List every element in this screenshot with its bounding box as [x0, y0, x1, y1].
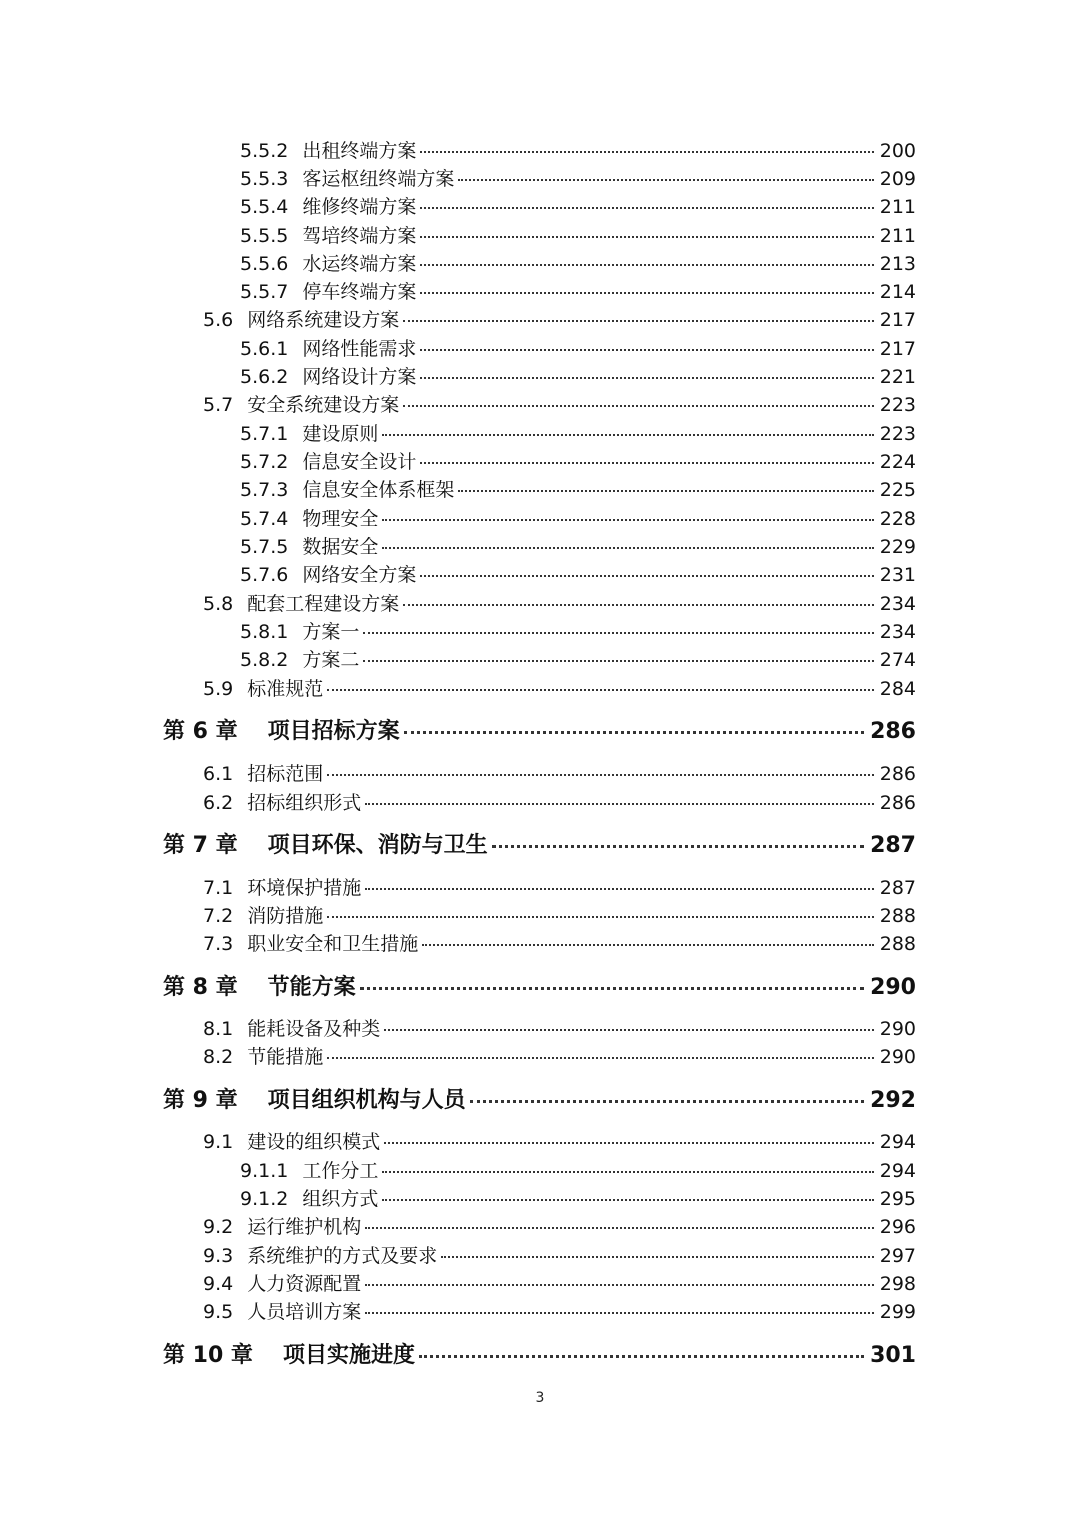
dot-leader	[365, 1312, 874, 1314]
toc-entry-page: 217	[879, 338, 916, 360]
toc-entry-number: 9.3	[203, 1245, 234, 1267]
toc-entry-title: 停车终端方案	[302, 281, 417, 303]
toc-entry[interactable]	[203, 759, 916, 786]
toc-entry-number: 5.6.2	[240, 366, 289, 388]
dot-leader	[419, 1355, 864, 1358]
toc-entry-title: 节能方案	[267, 975, 356, 1000]
toc-entry[interactable]	[240, 447, 916, 474]
toc-entry-page: 229	[879, 536, 916, 558]
toc-entry-page: 223	[879, 423, 916, 445]
dot-leader	[360, 987, 864, 990]
toc-entry-title: 客运枢纽终端方案	[302, 168, 455, 190]
dot-leader	[382, 1199, 873, 1201]
toc-entry-title: 运行维护机构	[247, 1216, 362, 1238]
toc-entry-title: 人力资源配置	[247, 1273, 362, 1295]
toc-entry-number: 5.8	[203, 593, 234, 615]
toc-entry-page: 214	[879, 281, 916, 303]
toc-entry-title: 网络安全方案	[302, 564, 417, 586]
toc-entry-number: 5.7.4	[240, 508, 289, 530]
dot-leader	[420, 575, 873, 577]
toc-entry-page: 287	[879, 877, 916, 899]
toc-entry-page: 234	[879, 593, 916, 615]
toc-entry[interactable]	[240, 560, 916, 587]
toc-entry-title: 建设原则	[302, 423, 379, 445]
toc-entry-number: 5.6.1	[240, 338, 289, 360]
toc-entry[interactable]	[203, 1127, 916, 1154]
toc-entry-number: 5.7.6	[240, 564, 289, 586]
toc-chapter-entry[interactable]	[163, 1338, 916, 1369]
dot-leader	[384, 1029, 874, 1031]
dot-leader	[327, 1057, 874, 1059]
toc-entry[interactable]	[203, 1212, 916, 1239]
dot-leader	[403, 405, 874, 407]
toc-entry-number: 9.1	[203, 1131, 234, 1153]
toc-entry[interactable]	[240, 504, 916, 531]
dot-leader	[420, 151, 873, 153]
toc-chapter-entry[interactable]	[163, 828, 916, 859]
toc-entry[interactable]	[203, 873, 916, 900]
toc-entry-title: 系统维护的方式及要求	[247, 1245, 438, 1267]
toc-entry-title: 维修终端方案	[302, 196, 417, 218]
toc-entry[interactable]	[203, 390, 916, 417]
toc-entry-title: 节能措施	[247, 1046, 324, 1068]
toc-entry-page: 211	[879, 196, 916, 218]
toc-entry-page: 288	[879, 933, 916, 955]
toc-entry[interactable]	[203, 1241, 916, 1268]
toc-entry-number: 第 8 章	[163, 975, 238, 1000]
toc-entry-number: 5.7.3	[240, 479, 289, 501]
toc-entry[interactable]	[240, 192, 916, 219]
toc-entry-title: 配套工程建设方案	[247, 593, 400, 615]
toc-entry[interactable]	[240, 475, 916, 502]
dot-leader	[458, 179, 873, 181]
dot-leader	[470, 1100, 864, 1103]
toc-entry[interactable]	[203, 929, 916, 956]
toc-entry[interactable]	[240, 334, 916, 361]
toc-entry[interactable]	[240, 1184, 916, 1211]
toc-entry[interactable]	[203, 1014, 916, 1041]
toc-entry-number: 第 7 章	[163, 833, 238, 858]
dot-leader	[365, 803, 874, 805]
toc-entry-number: 6.1	[203, 763, 234, 785]
toc-entry-title: 招标范围	[247, 763, 324, 785]
dot-leader	[384, 1142, 874, 1144]
dot-leader	[382, 434, 873, 436]
dot-leader	[420, 462, 873, 464]
toc-entry-number: 5.5.6	[240, 253, 289, 275]
toc-entry-title: 项目环保、消防与卫生	[267, 833, 488, 858]
toc-entry-number: 5.7.5	[240, 536, 289, 558]
dot-leader	[492, 845, 864, 848]
toc-entry-page: 221	[879, 366, 916, 388]
toc-entry-title: 职业安全和卫生措施	[247, 933, 419, 955]
toc-entry[interactable]	[203, 1297, 916, 1324]
toc-entry[interactable]	[240, 221, 916, 248]
toc-entry-page: 228	[879, 508, 916, 530]
toc-entry[interactable]	[240, 362, 916, 389]
toc-entry-title: 数据安全	[302, 536, 379, 558]
toc-entry-page: 288	[879, 905, 916, 927]
toc-entry-title: 环境保护措施	[247, 877, 362, 899]
toc-entry-title: 安全系统建设方案	[247, 394, 400, 416]
toc-entry-page: 290	[870, 975, 916, 1000]
toc-entry-title: 方案一	[302, 621, 360, 643]
toc-entry-number: 5.5.4	[240, 196, 289, 218]
toc-entry[interactable]	[240, 617, 916, 644]
dot-leader	[420, 264, 873, 266]
toc-entry-title: 能耗设备及种类	[247, 1018, 381, 1040]
toc-entry-page: 290	[879, 1046, 916, 1068]
toc-entry-number: 7.1	[203, 877, 234, 899]
toc-entry-page: 274	[879, 649, 916, 671]
toc-entry[interactable]	[240, 645, 916, 672]
dot-leader	[420, 207, 873, 209]
toc-entry-title: 信息安全设计	[302, 451, 417, 473]
toc-entry[interactable]	[240, 532, 916, 559]
toc-chapter-entry[interactable]	[163, 714, 916, 745]
dot-leader	[441, 1256, 874, 1258]
toc-entry-page: 211	[879, 225, 916, 247]
toc-entry[interactable]	[203, 674, 916, 701]
dot-leader	[382, 519, 873, 521]
toc-entry-page: 286	[879, 792, 916, 814]
dot-leader	[365, 888, 874, 890]
dot-leader	[458, 490, 873, 492]
toc-entry-title: 网络性能需求	[302, 338, 417, 360]
toc-entry-number: 5.6	[203, 309, 234, 331]
toc-entry-number: 8.1	[203, 1018, 234, 1040]
toc-entry-page: 209	[879, 168, 916, 190]
toc-entry-page: 286	[879, 763, 916, 785]
toc-entry-page: 213	[879, 253, 916, 275]
toc-entry-number: 5.8.1	[240, 621, 289, 643]
toc-entry[interactable]	[203, 901, 916, 928]
toc-entry-page: 287	[870, 833, 916, 858]
toc-entry[interactable]	[240, 249, 916, 276]
toc-entry-number: 8.2	[203, 1046, 234, 1068]
toc-entry-page: 299	[879, 1301, 916, 1323]
toc-entry-number: 9.2	[203, 1216, 234, 1238]
toc-entry-number: 5.7	[203, 394, 234, 416]
dot-leader	[420, 292, 873, 294]
dot-leader	[365, 1227, 874, 1229]
toc-entry-number: 7.2	[203, 905, 234, 927]
toc-entry[interactable]	[203, 788, 916, 815]
dot-leader	[403, 320, 874, 322]
toc-entry-title: 驾培终端方案	[302, 225, 417, 247]
dot-leader	[327, 689, 874, 691]
toc-entry-number: 6.2	[203, 792, 234, 814]
dot-leader	[382, 547, 873, 549]
toc-entry-number: 9.4	[203, 1273, 234, 1295]
toc-entry[interactable]	[203, 1269, 916, 1296]
toc-entry-page: 290	[879, 1018, 916, 1040]
toc-entry-page: 298	[879, 1273, 916, 1295]
toc-chapter-entry[interactable]	[163, 970, 916, 1001]
toc-entry[interactable]	[203, 1042, 916, 1069]
toc-entry[interactable]	[240, 419, 916, 446]
toc-entry-title: 工作分工	[302, 1160, 379, 1182]
toc-entry-title: 方案二	[302, 649, 360, 671]
toc-entry[interactable]	[240, 277, 916, 304]
toc-entry-number: 5.5.3	[240, 168, 289, 190]
toc-entry-number: 5.5.7	[240, 281, 289, 303]
page-number: 3	[535, 1390, 545, 1406]
toc-entry-page: 234	[879, 621, 916, 643]
toc-entry-number: 5.9	[203, 678, 234, 700]
toc-entry-number: 9.5	[203, 1301, 234, 1323]
dot-leader	[420, 349, 873, 351]
toc-entry-page: 294	[879, 1160, 916, 1182]
toc-entry-number: 5.7.1	[240, 423, 289, 445]
toc-entry[interactable]	[240, 1156, 916, 1183]
toc-entry-page: 286	[870, 719, 916, 744]
toc-entry[interactable]	[203, 305, 916, 332]
toc-entry-page: 301	[870, 1343, 916, 1368]
toc-entry-page: 296	[879, 1216, 916, 1238]
toc-entry-title: 项目招标方案	[267, 719, 400, 744]
toc-entry-number: 第 6 章	[163, 719, 238, 744]
toc-entry-number: 第 9 章	[163, 1088, 238, 1113]
dot-leader	[363, 632, 873, 634]
toc-entry-page: 295	[879, 1188, 916, 1210]
toc-entry-page: 292	[870, 1088, 916, 1113]
toc-entry-page: 294	[879, 1131, 916, 1153]
toc-entry-title: 出租终端方案	[302, 140, 417, 162]
toc-entry-number: 第 10 章	[163, 1343, 253, 1368]
toc-entry-number: 5.7.2	[240, 451, 289, 473]
toc-entry-page: 200	[879, 140, 916, 162]
toc-entry-page: 231	[879, 564, 916, 586]
dot-leader	[365, 1284, 874, 1286]
dot-leader	[403, 604, 874, 606]
dot-leader	[404, 731, 864, 734]
toc-entry-title: 建设的组织模式	[247, 1131, 381, 1153]
toc-entry[interactable]	[240, 164, 916, 191]
toc-entry-title: 标准规范	[247, 678, 324, 700]
toc-entry-number: 7.3	[203, 933, 234, 955]
dot-leader	[420, 236, 873, 238]
dot-leader	[327, 916, 874, 918]
toc-entry-number: 5.5.5	[240, 225, 289, 247]
toc-entry-title: 项目实施进度	[282, 1343, 415, 1368]
toc-entry-title: 网络设计方案	[302, 366, 417, 388]
toc-entry-number: 9.1.1	[240, 1160, 289, 1182]
toc-entry-title: 人员培训方案	[247, 1301, 362, 1323]
toc-entry-title: 网络系统建设方案	[247, 309, 400, 331]
toc-entry[interactable]	[240, 136, 916, 163]
toc-entry-number: 5.5.2	[240, 140, 289, 162]
toc-entry-title: 信息安全体系框架	[302, 479, 455, 501]
toc-entry-number: 5.8.2	[240, 649, 289, 671]
toc-chapter-entry[interactable]	[163, 1083, 916, 1114]
toc-entry-title: 组织方式	[302, 1188, 379, 1210]
toc-entry-title: 消防措施	[247, 905, 324, 927]
toc-entry-page: 284	[879, 678, 916, 700]
dot-leader	[382, 1171, 873, 1173]
dot-leader	[363, 660, 873, 662]
toc-entry-title: 水运终端方案	[302, 253, 417, 275]
toc-entry[interactable]	[203, 589, 916, 616]
dot-leader	[327, 774, 874, 776]
toc-entry-number: 9.1.2	[240, 1188, 289, 1210]
toc-entry-title: 项目组织机构与人员	[267, 1088, 466, 1113]
dot-leader	[422, 944, 874, 946]
toc-entry-page: 217	[879, 309, 916, 331]
toc-entry-page: 225	[879, 479, 916, 501]
toc-entry-page: 297	[879, 1245, 916, 1267]
toc-entry-title: 招标组织形式	[247, 792, 362, 814]
toc-entry-page: 223	[879, 394, 916, 416]
toc-entry-page: 224	[879, 451, 916, 473]
dot-leader	[420, 377, 873, 379]
toc-entry-title: 物理安全	[302, 508, 379, 530]
